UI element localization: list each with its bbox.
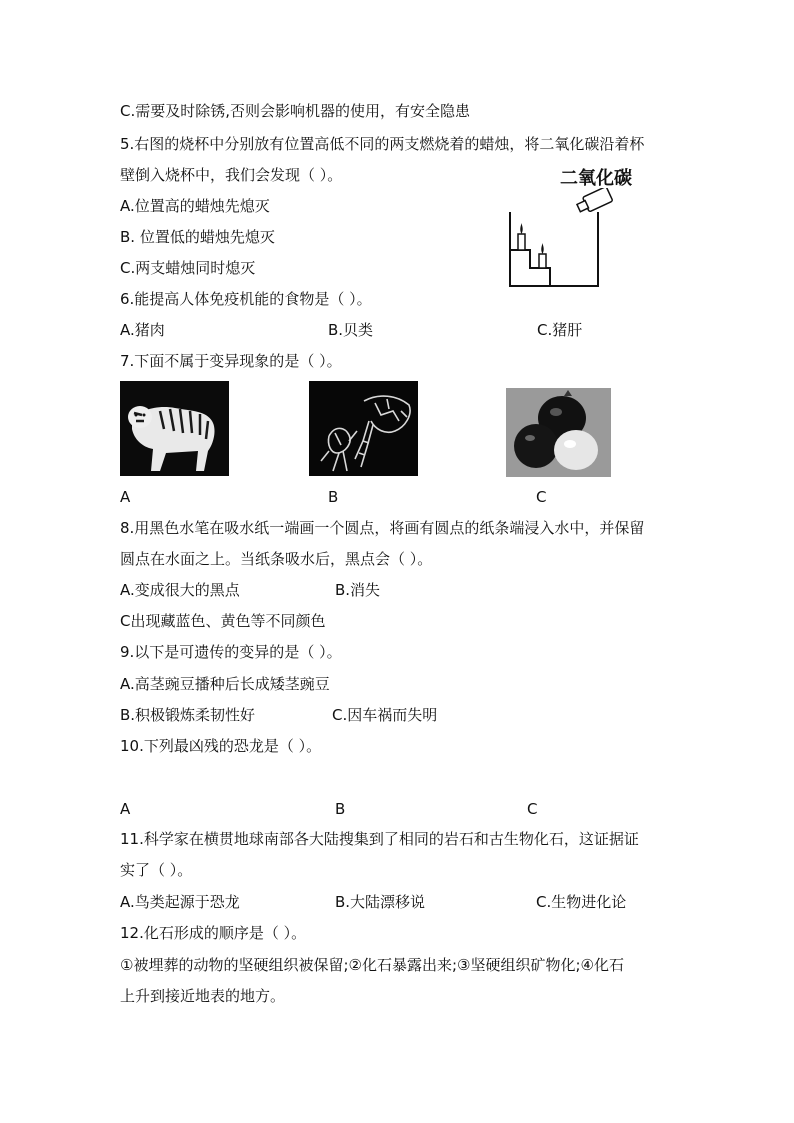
beaker-figure [500,188,620,290]
q11-stem-line1: 11.科学家在横贯地球南部各大陆搜集到了相同的岩石和古生物化石，这证据证 [120,830,639,848]
q8-stem-line2: 圆点在水面之上。当纸条吸水后，黑点会（ ）。 [120,550,433,568]
q7-label-b: B [328,488,339,506]
q5-stem-line2: 壁倒入烧杯中，我们会发现（ ）。 [120,166,343,184]
q9-option-b: B.积极锻炼柔韧性好 [120,706,256,724]
q12-stem: 12.化石形成的顺序是（ ）。 [120,924,307,942]
q8-option-b: B.消失 [335,581,381,599]
q8-option-a: A.变成很大的黑点 [120,581,240,599]
q8-stem-line1: 8.用黑色水笔在吸水纸一端画一个圆点，将画有圆点的纸条端浸入水中，并保留 [120,519,645,537]
q7-label-a: A [120,488,131,506]
q6-option-c: C.猪肝 [537,321,583,339]
giraffe-photo [309,381,418,476]
white-tiger-photo [120,381,229,476]
q5-option-b: B. 位置低的蜡烛先熄灭 [120,228,275,246]
q10-label-c: C [527,800,538,818]
q11-option-c: C.生物进化论 [536,893,627,911]
q10-label-b: B [335,800,346,818]
q11-option-b: B.大陆漂移说 [335,893,426,911]
q11-stem-line2: 实了（ ）。 [120,861,193,879]
q6-option-a: A.猪肉 [120,321,165,339]
q5-option-c: C.两支蜡烛同时熄灭 [120,259,256,277]
q8-option-c: C出现藏蓝色、黄色等不同颜色 [120,612,326,630]
q9-option-a: A.高茎豌豆播种后长成矮茎豌豆 [120,675,330,693]
q5-stem-line1: 5.右图的烧杯中分别放有位置高低不同的两支燃烧着的蜡烛，将二氧化碳沿着杯 [120,135,645,153]
q6-option-b: B.贝类 [328,321,374,339]
q4-option-c: C.需要及时除锈,否则会影响机器的使用，有安全隐患 [120,102,471,120]
peppers-photo [506,388,611,477]
q6-stem: 6.能提高人体免疫机能的食物是（ ）。 [120,290,372,308]
q5-figure-label: 二氧化碳 [560,168,632,189]
q9-option-c: C.因车祸而失明 [332,706,438,724]
q7-label-c: C [536,488,547,506]
q9-stem: 9.以下是可遗传的变异的是（ ）。 [120,643,342,661]
q12-body-line1: ①被埋葬的动物的坚硬组织被保留;②化石暴露出来;③坚硬组织矿物化;④化石 [120,956,624,974]
q11-option-a: A.鸟类起源于恐龙 [120,893,240,911]
q12-body-line2: 上升到接近地表的地方。 [120,987,286,1005]
q10-stem: 10.下列最凶残的恐龙是（ ）。 [120,737,322,755]
q7-stem: 7.下面不属于变异现象的是（ ）。 [120,352,342,370]
q5-option-a: A.位置高的蜡烛先熄灭 [120,197,270,215]
q10-label-a: A [120,800,131,818]
